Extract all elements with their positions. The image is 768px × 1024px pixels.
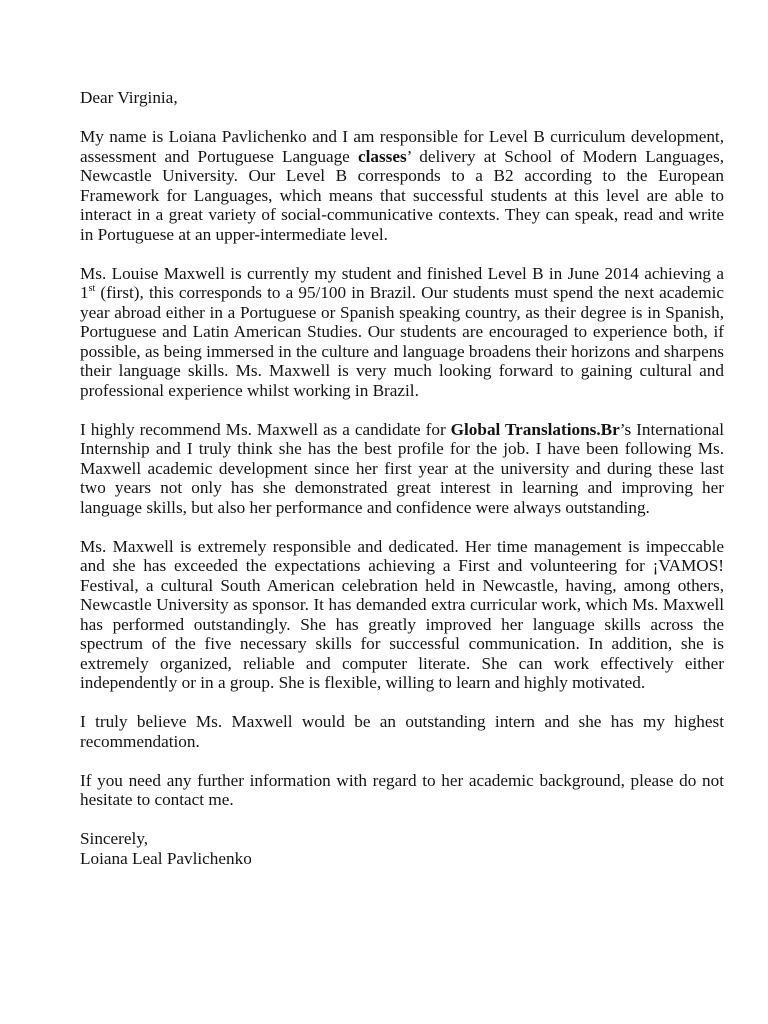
recommendation-text-end: ’s International Internship and I truly think she has the best profile for the job. I have been following Ms. Maxwell academic development since her first year at the university and during these last two years not only has she demonstrated great interest in learning and improving her language skills, but also her performance and confidence were always outstanding. <box>80 419 724 517</box>
letter-page <box>80 88 724 868</box>
salutation: Dear Virginia, <box>80 88 178 107</box>
paragraph-introduction <box>80 127 724 244</box>
intro-bold-classes: classes <box>357 146 407 166</box>
paragraph-qualities: Ms. Maxwell is extremely responsible and dedicated. Her time management is impeccable and she has exceeded the expectations achieving a First and volunteering for ¡VAMOS! Festival, a cultural South American celebration held in Newcastle, having, among others, Newcastle University as sponsor. It has demanded extra curricular work, which Ms. Maxwell has performed outstandingly. She has greatly improved her language skills across the spectrum of the five necessary skills for successful communication. In addition, she is extremely organized, reliable and computer literate. She can work effectively either independently or in a group. She is flexible, willing to learn and highly motivated. <box>80 536 724 692</box>
intro-text-start: My name is Loiana Pavlichenko and I am responsible for Level B curriculum development, assessment and Portuguese Language <box>80 127 724 166</box>
company-name-bold: Global Translations.Br <box>450 419 620 439</box>
paragraph-belief: I truly believe Ms. Maxwell would be an outstanding intern and she has my highest recommendation. <box>80 712 724 751</box>
signature: Loiana Leal Pavlichenko <box>80 848 252 868</box>
ordinal-superscript: st <box>88 283 96 294</box>
closing: Sincerely, <box>80 829 149 848</box>
paragraph-contact: If you need any further information with regard to her academic background, please do not hesitate to contact me. <box>80 770 724 809</box>
background-text-end: (first), this corresponds to a 95/100 in Brazil. Our students must spend the next academic year abroad either in a Portuguese or Spanish speaking country, as their degree is in Spanish, Portuguese and Latin American Studies. Our students are encouraged to experience both, if possible, as being immersed in the culture and language broadens their horizons and sharpens their language skills. Ms. Maxwell is very much looking forward to gaining cultural and professional experience whilst working in Brazil. <box>80 283 724 400</box>
intro-text-end: ’ delivery at School of Modern Languages, Newcastle University. Our Level B corresponds to a B2 according to the European Framework for Languages, which means that successful students at this level are able to interact in a great variety of social-communicative contexts. They can speak, read and write in Portuguese at an upper-intermediate level. <box>80 146 724 244</box>
background-text-start: Ms. Louise Maxwell is currently my student and finished Level B in June 2014 achieving a 1 <box>80 263 724 302</box>
paragraph-student-background <box>80 264 724 401</box>
recommendation-text-start: I highly recommend Ms. Maxwell as a candidate for <box>80 419 451 439</box>
paragraph-recommendation <box>80 420 724 518</box>
